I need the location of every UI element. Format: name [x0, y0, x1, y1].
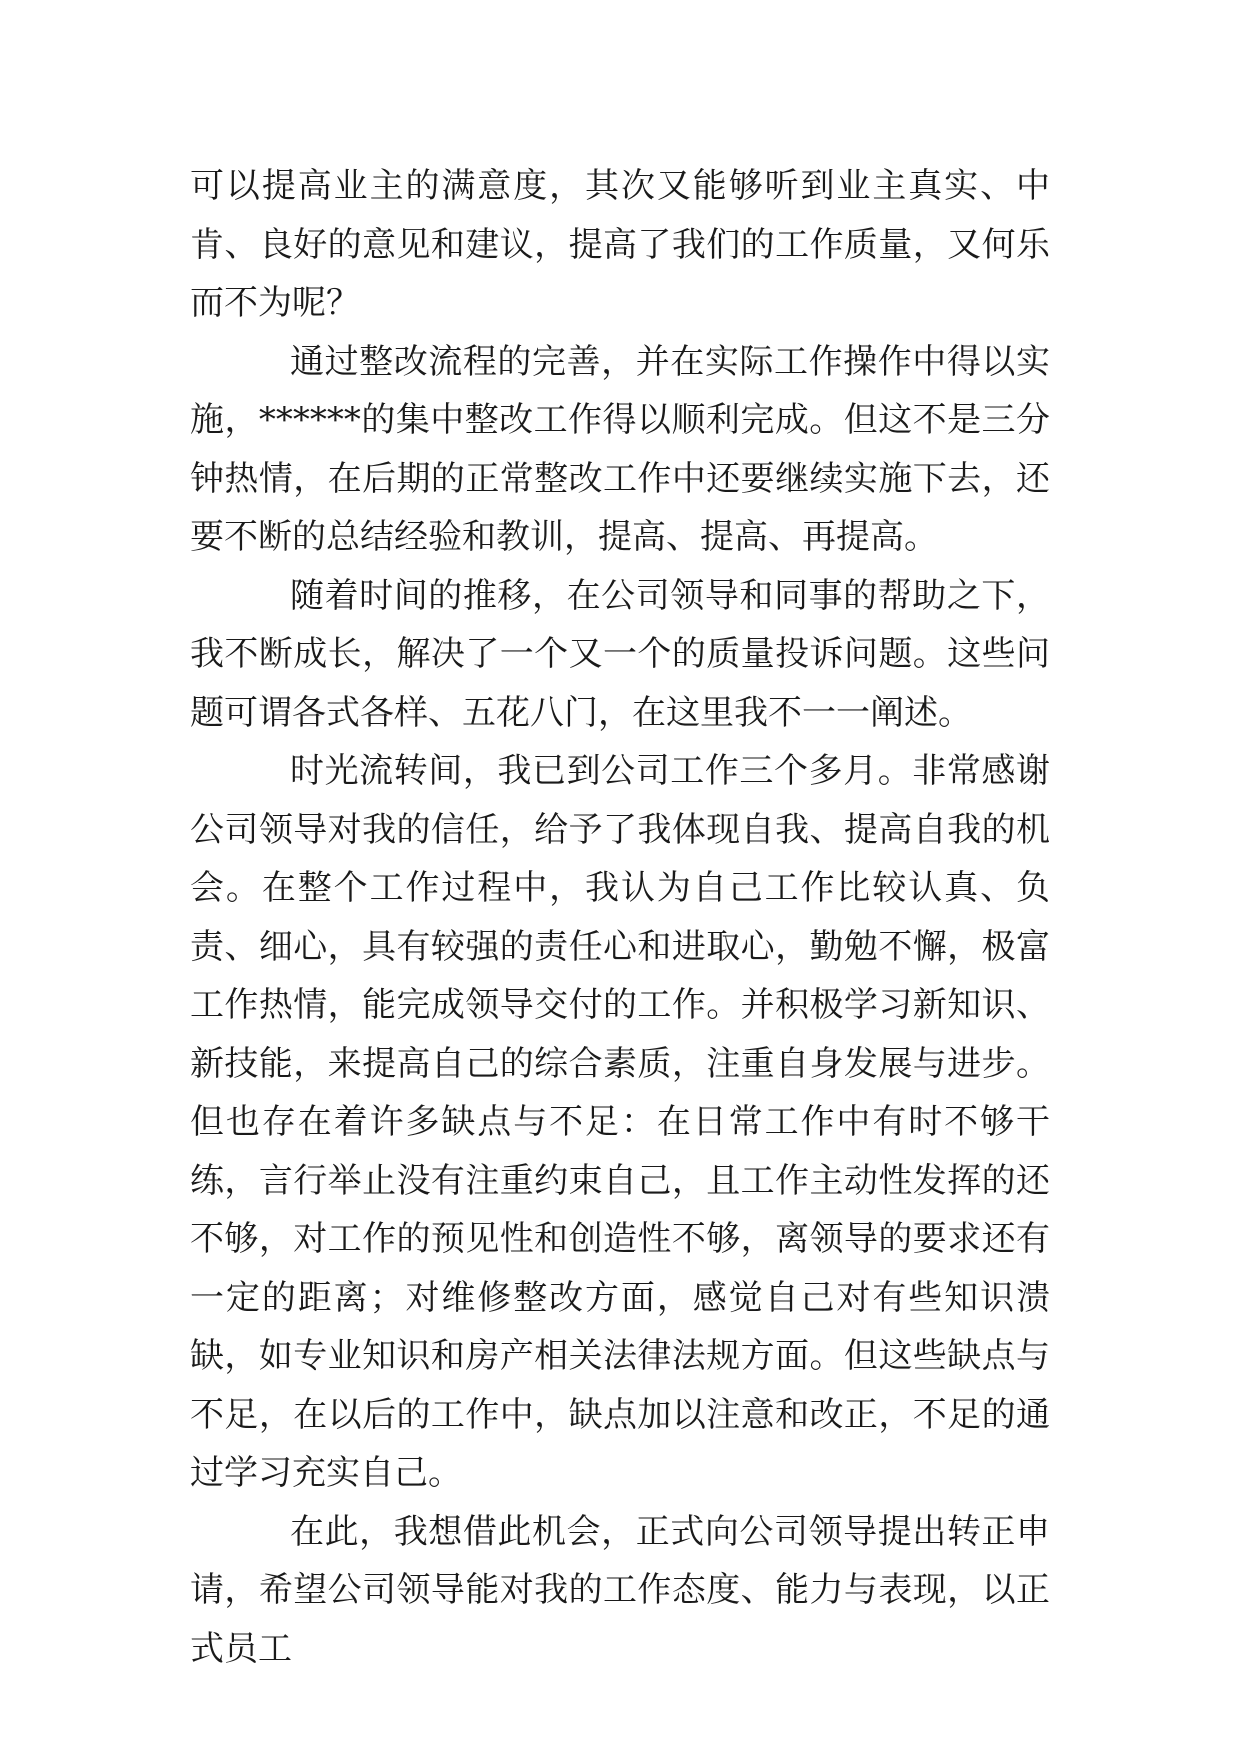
document-body [190, 157, 1050, 1678]
paragraph-5: 在此，我想借此机会，正式向公司领导提出转正申请，希望公司领导能对我的工作态度、能力与表现，以正式员工 [190, 1511, 1050, 1669]
paragraph-4: 时光流转间，我已到公司工作三个多月。非常感谢公司领导对我的信任，给予了我体现自我、提高自我的机会。在整个工作过程中，我认为自己工作比较认真、负责、细心，具有较强的责任心和进取心，勤勉不懈，极富工作热情，能完成领导交付的工作。并积极学习新知识、新技能，来提高自己的综合素质，注重自身发展与进步。但也存在着许多缺点与不足：在日常工作中有时不够干练，言行举止没有注重约束自己，且工作主动性发挥的还不够，对工作的预见性和创造性不够，离领导的要求还有一定的距离；对维修整改方面，感觉自己对有些知识溃缺，如专业知识和房产相关法律法规方面。但这些缺点与不足，在以后的工作中，缺点加以注意和改正，不足的通过学习充实自己。 [190, 751, 1050, 1493]
paragraph-1: 可以提高业主的满意度，其次又能够听到业主真实、中肯、良好的意见和建议，提高了我们的工作质量，又何乐而不为呢？ [190, 166, 1050, 323]
paragraph-2: 通过整改流程的完善，并在实际工作操作中得以实施，******的集中整改工作得以顺利完成。但这不是三分钟热情，在后期的正常整改工作中还要继续实施下去，还要不断的总结经验和教训，提高、提高、再提高。 [190, 341, 1050, 557]
paragraph-3: 随着时间的推移，在公司领导和同事的帮助之下，我不断成长，解决了一个又一个的质量投诉问题。这些问题可谓各式各样、五花八门，在这里我不一一阐述。 [190, 575, 1050, 733]
